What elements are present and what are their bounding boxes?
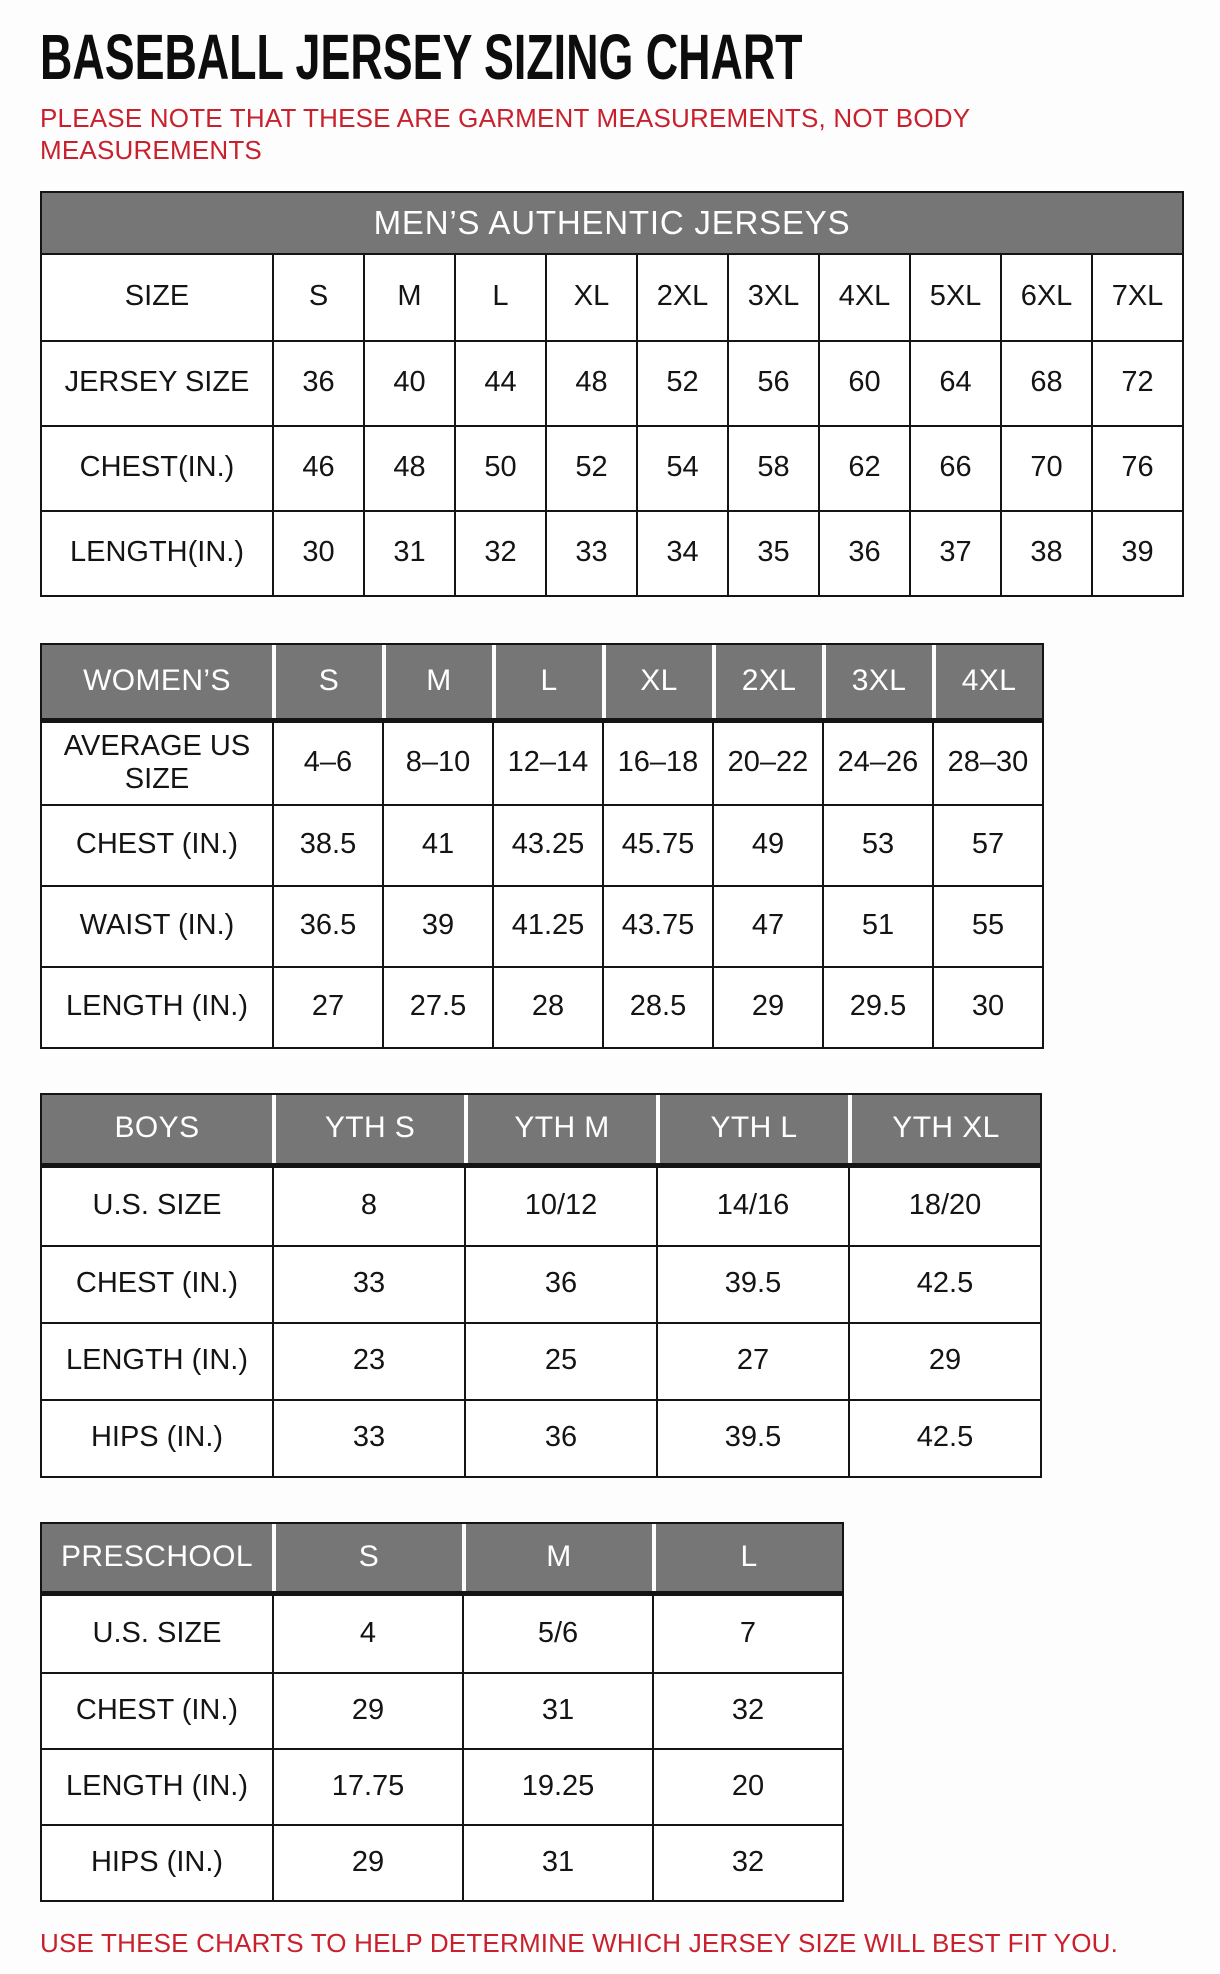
table-row xyxy=(42,425,1182,510)
row-label-cell: WAIST (IN.) xyxy=(79,909,235,942)
value-cell: S xyxy=(272,255,363,340)
value-cell: 29 xyxy=(272,1826,462,1900)
value-cell: 32 xyxy=(652,1674,842,1748)
page-title: BASEBALL JERSEY SIZING CHART xyxy=(40,21,803,93)
table-row xyxy=(42,885,1042,966)
value-cell: 34 xyxy=(636,512,727,595)
header-size-cell: M xyxy=(462,1524,652,1591)
value-cell: 5XL xyxy=(909,255,1000,340)
header-label-cell: WOMEN’S xyxy=(42,645,272,718)
table-row xyxy=(42,255,1182,340)
table-header-row xyxy=(42,645,1042,723)
value-cell: 47 xyxy=(712,887,822,966)
value-cell: 33 xyxy=(272,1401,464,1476)
value-cell: 36 xyxy=(818,512,909,595)
row-label-cell: HIPS (IN.) xyxy=(90,1845,224,1878)
header-size-cell: L xyxy=(652,1524,842,1591)
value-cell: 32 xyxy=(652,1826,842,1900)
value-cell: 50 xyxy=(454,427,545,510)
table-row xyxy=(42,340,1182,425)
table-row xyxy=(42,966,1042,1047)
value-cell: 30 xyxy=(932,968,1042,1047)
value-cell: 35 xyxy=(727,512,818,595)
value-cell: 66 xyxy=(909,427,1000,510)
table-row xyxy=(42,1672,842,1748)
value-cell: 37 xyxy=(909,512,1000,595)
value-cell: 40 xyxy=(363,342,454,425)
fit-advice-footer: USE THESE CHARTS TO HELP DETERMINE WHICH JERSEY SIZE WILL BEST FIT YOU. xyxy=(40,1927,1119,1958)
value-cell: 31 xyxy=(363,512,454,595)
value-cell: 39 xyxy=(382,887,492,966)
table-row xyxy=(42,1399,1040,1476)
row-label-cell: CHEST (IN.) xyxy=(75,1693,239,1726)
value-cell: L xyxy=(454,255,545,340)
header-size-cell: 3XL xyxy=(822,645,932,718)
value-cell: 27 xyxy=(656,1324,848,1399)
garment-measurement-note: PLEASE NOTE THAT THESE ARE GARMENT MEASUREMENTS, NOT BODY MEASUREMENTS xyxy=(40,103,970,165)
value-cell: 36 xyxy=(464,1401,656,1476)
value-cell: 64 xyxy=(909,342,1000,425)
header-size-cell: 4XL xyxy=(932,645,1042,718)
header-size-cell: 2XL xyxy=(712,645,822,718)
value-cell: 8–10 xyxy=(382,723,492,804)
value-cell: 54 xyxy=(636,427,727,510)
mens-authentic-jerseys-table xyxy=(40,191,1184,597)
value-cell: 24–26 xyxy=(822,723,932,804)
header-label-cell: PRESCHOOL xyxy=(42,1524,272,1591)
value-cell: 27.5 xyxy=(382,968,492,1047)
value-cell: 49 xyxy=(712,806,822,885)
row-label-cell: CHEST (IN.) xyxy=(75,1267,239,1300)
value-cell: 42.5 xyxy=(848,1247,1040,1322)
value-cell: 45.75 xyxy=(602,806,712,885)
table-row xyxy=(42,723,1042,804)
value-cell: 52 xyxy=(545,427,636,510)
value-cell: 25 xyxy=(464,1324,656,1399)
value-cell: 33 xyxy=(545,512,636,595)
row-label-cell: U.S. SIZE xyxy=(92,1616,222,1649)
value-cell: 68 xyxy=(1000,342,1091,425)
value-cell: 23 xyxy=(272,1324,464,1399)
table-header-row xyxy=(42,1095,1040,1168)
value-cell: 32 xyxy=(454,512,545,595)
value-cell: 33 xyxy=(272,1247,464,1322)
value-cell: 4–6 xyxy=(272,723,382,804)
value-cell: 31 xyxy=(462,1826,652,1900)
value-cell: 28–30 xyxy=(932,723,1042,804)
value-cell: 39 xyxy=(1091,512,1182,595)
value-cell: 29.5 xyxy=(822,968,932,1047)
table-row xyxy=(42,804,1042,885)
value-cell: 62 xyxy=(818,427,909,510)
value-cell: 19.25 xyxy=(462,1750,652,1824)
value-cell: 20–22 xyxy=(712,723,822,804)
row-label-cell: JERSEY SIZE xyxy=(64,366,250,399)
value-cell: 38.5 xyxy=(272,806,382,885)
value-cell: 8 xyxy=(272,1168,464,1245)
value-cell: 42.5 xyxy=(848,1401,1040,1476)
value-cell: 36 xyxy=(464,1247,656,1322)
value-cell: 20 xyxy=(652,1750,842,1824)
value-cell: 30 xyxy=(272,512,363,595)
value-cell: 36 xyxy=(272,342,363,425)
header-label-cell: BOYS xyxy=(42,1095,272,1163)
value-cell: XL xyxy=(545,255,636,340)
value-cell: 46 xyxy=(272,427,363,510)
value-cell: 28.5 xyxy=(602,968,712,1047)
value-cell: 2XL xyxy=(636,255,727,340)
value-cell: 17.75 xyxy=(272,1750,462,1824)
preschool-sizing-table xyxy=(40,1522,844,1902)
row-label-cell: HIPS (IN.) xyxy=(90,1421,224,1454)
value-cell: 44 xyxy=(454,342,545,425)
value-cell: 16–18 xyxy=(602,723,712,804)
boys-sizing-table xyxy=(40,1093,1042,1478)
value-cell: 39.5 xyxy=(656,1247,848,1322)
row-label-cell: LENGTH (IN.) xyxy=(65,990,249,1023)
value-cell: 12–14 xyxy=(492,723,602,804)
row-label-cell: LENGTH (IN.) xyxy=(65,1344,249,1377)
header-size-cell: YTH L xyxy=(656,1095,848,1163)
value-cell: 55 xyxy=(932,887,1042,966)
value-cell: 10/12 xyxy=(464,1168,656,1245)
table-row xyxy=(42,1168,1040,1245)
womens-sizing-table xyxy=(40,643,1044,1049)
header-size-cell: S xyxy=(272,1524,462,1591)
value-cell: 60 xyxy=(818,342,909,425)
value-cell: 6XL xyxy=(1000,255,1091,340)
value-cell: 48 xyxy=(363,427,454,510)
value-cell: 51 xyxy=(822,887,932,966)
row-label-cell: LENGTH(IN.) xyxy=(70,536,244,569)
value-cell: 14/16 xyxy=(656,1168,848,1245)
value-cell: 57 xyxy=(932,806,1042,885)
value-cell: 28 xyxy=(492,968,602,1047)
value-cell: 38 xyxy=(1000,512,1091,595)
header-size-cell: S xyxy=(272,645,382,718)
value-cell: 27 xyxy=(272,968,382,1047)
table-row xyxy=(42,1748,842,1824)
table-header-row xyxy=(42,1524,842,1596)
value-cell: 5/6 xyxy=(462,1596,652,1672)
table-row xyxy=(42,1596,842,1672)
value-cell: 53 xyxy=(822,806,932,885)
header-size-cell: M xyxy=(382,645,492,718)
value-cell: 41.25 xyxy=(492,887,602,966)
value-cell: 29 xyxy=(712,968,822,1047)
value-cell: 36.5 xyxy=(272,887,382,966)
value-cell: 7 xyxy=(652,1596,842,1672)
value-cell: 43.75 xyxy=(602,887,712,966)
table-row xyxy=(42,1245,1040,1322)
value-cell: 4 xyxy=(272,1596,462,1672)
header-size-cell: YTH S xyxy=(272,1095,464,1163)
row-label-cell: SIZE xyxy=(124,280,190,313)
row-label-cell: CHEST (IN.) xyxy=(75,828,239,861)
header-size-cell: XL xyxy=(602,645,712,718)
value-cell: M xyxy=(363,255,454,340)
value-cell: 29 xyxy=(272,1674,462,1748)
value-cell: 72 xyxy=(1091,342,1182,425)
table-row xyxy=(42,1322,1040,1399)
value-cell: 58 xyxy=(727,427,818,510)
value-cell: 41 xyxy=(382,806,492,885)
value-cell: 29 xyxy=(848,1324,1040,1399)
value-cell: 43.25 xyxy=(492,806,602,885)
table-row xyxy=(42,1824,842,1900)
value-cell: 4XL xyxy=(818,255,909,340)
value-cell: 7XL xyxy=(1091,255,1182,340)
row-label-cell: U.S. SIZE xyxy=(92,1189,222,1222)
table-row xyxy=(42,510,1182,595)
value-cell: 39.5 xyxy=(656,1401,848,1476)
header-size-cell: YTH M xyxy=(464,1095,656,1163)
value-cell: 76 xyxy=(1091,427,1182,510)
value-cell: 31 xyxy=(462,1674,652,1748)
value-cell: 70 xyxy=(1000,427,1091,510)
value-cell: 52 xyxy=(636,342,727,425)
table-banner: MEN’S AUTHENTIC JERSEYS xyxy=(42,193,1182,255)
row-label-cell: LENGTH (IN.) xyxy=(65,1769,249,1802)
header-size-cell: YTH XL xyxy=(848,1095,1040,1163)
value-cell: 56 xyxy=(727,342,818,425)
value-cell: 3XL xyxy=(727,255,818,340)
value-cell: 48 xyxy=(545,342,636,425)
value-cell: 18/20 xyxy=(848,1168,1040,1245)
row-label-cell: CHEST(IN.) xyxy=(79,451,235,484)
header-size-cell: L xyxy=(492,645,602,718)
row-label-cell: AVERAGE US SIZE xyxy=(63,729,251,796)
